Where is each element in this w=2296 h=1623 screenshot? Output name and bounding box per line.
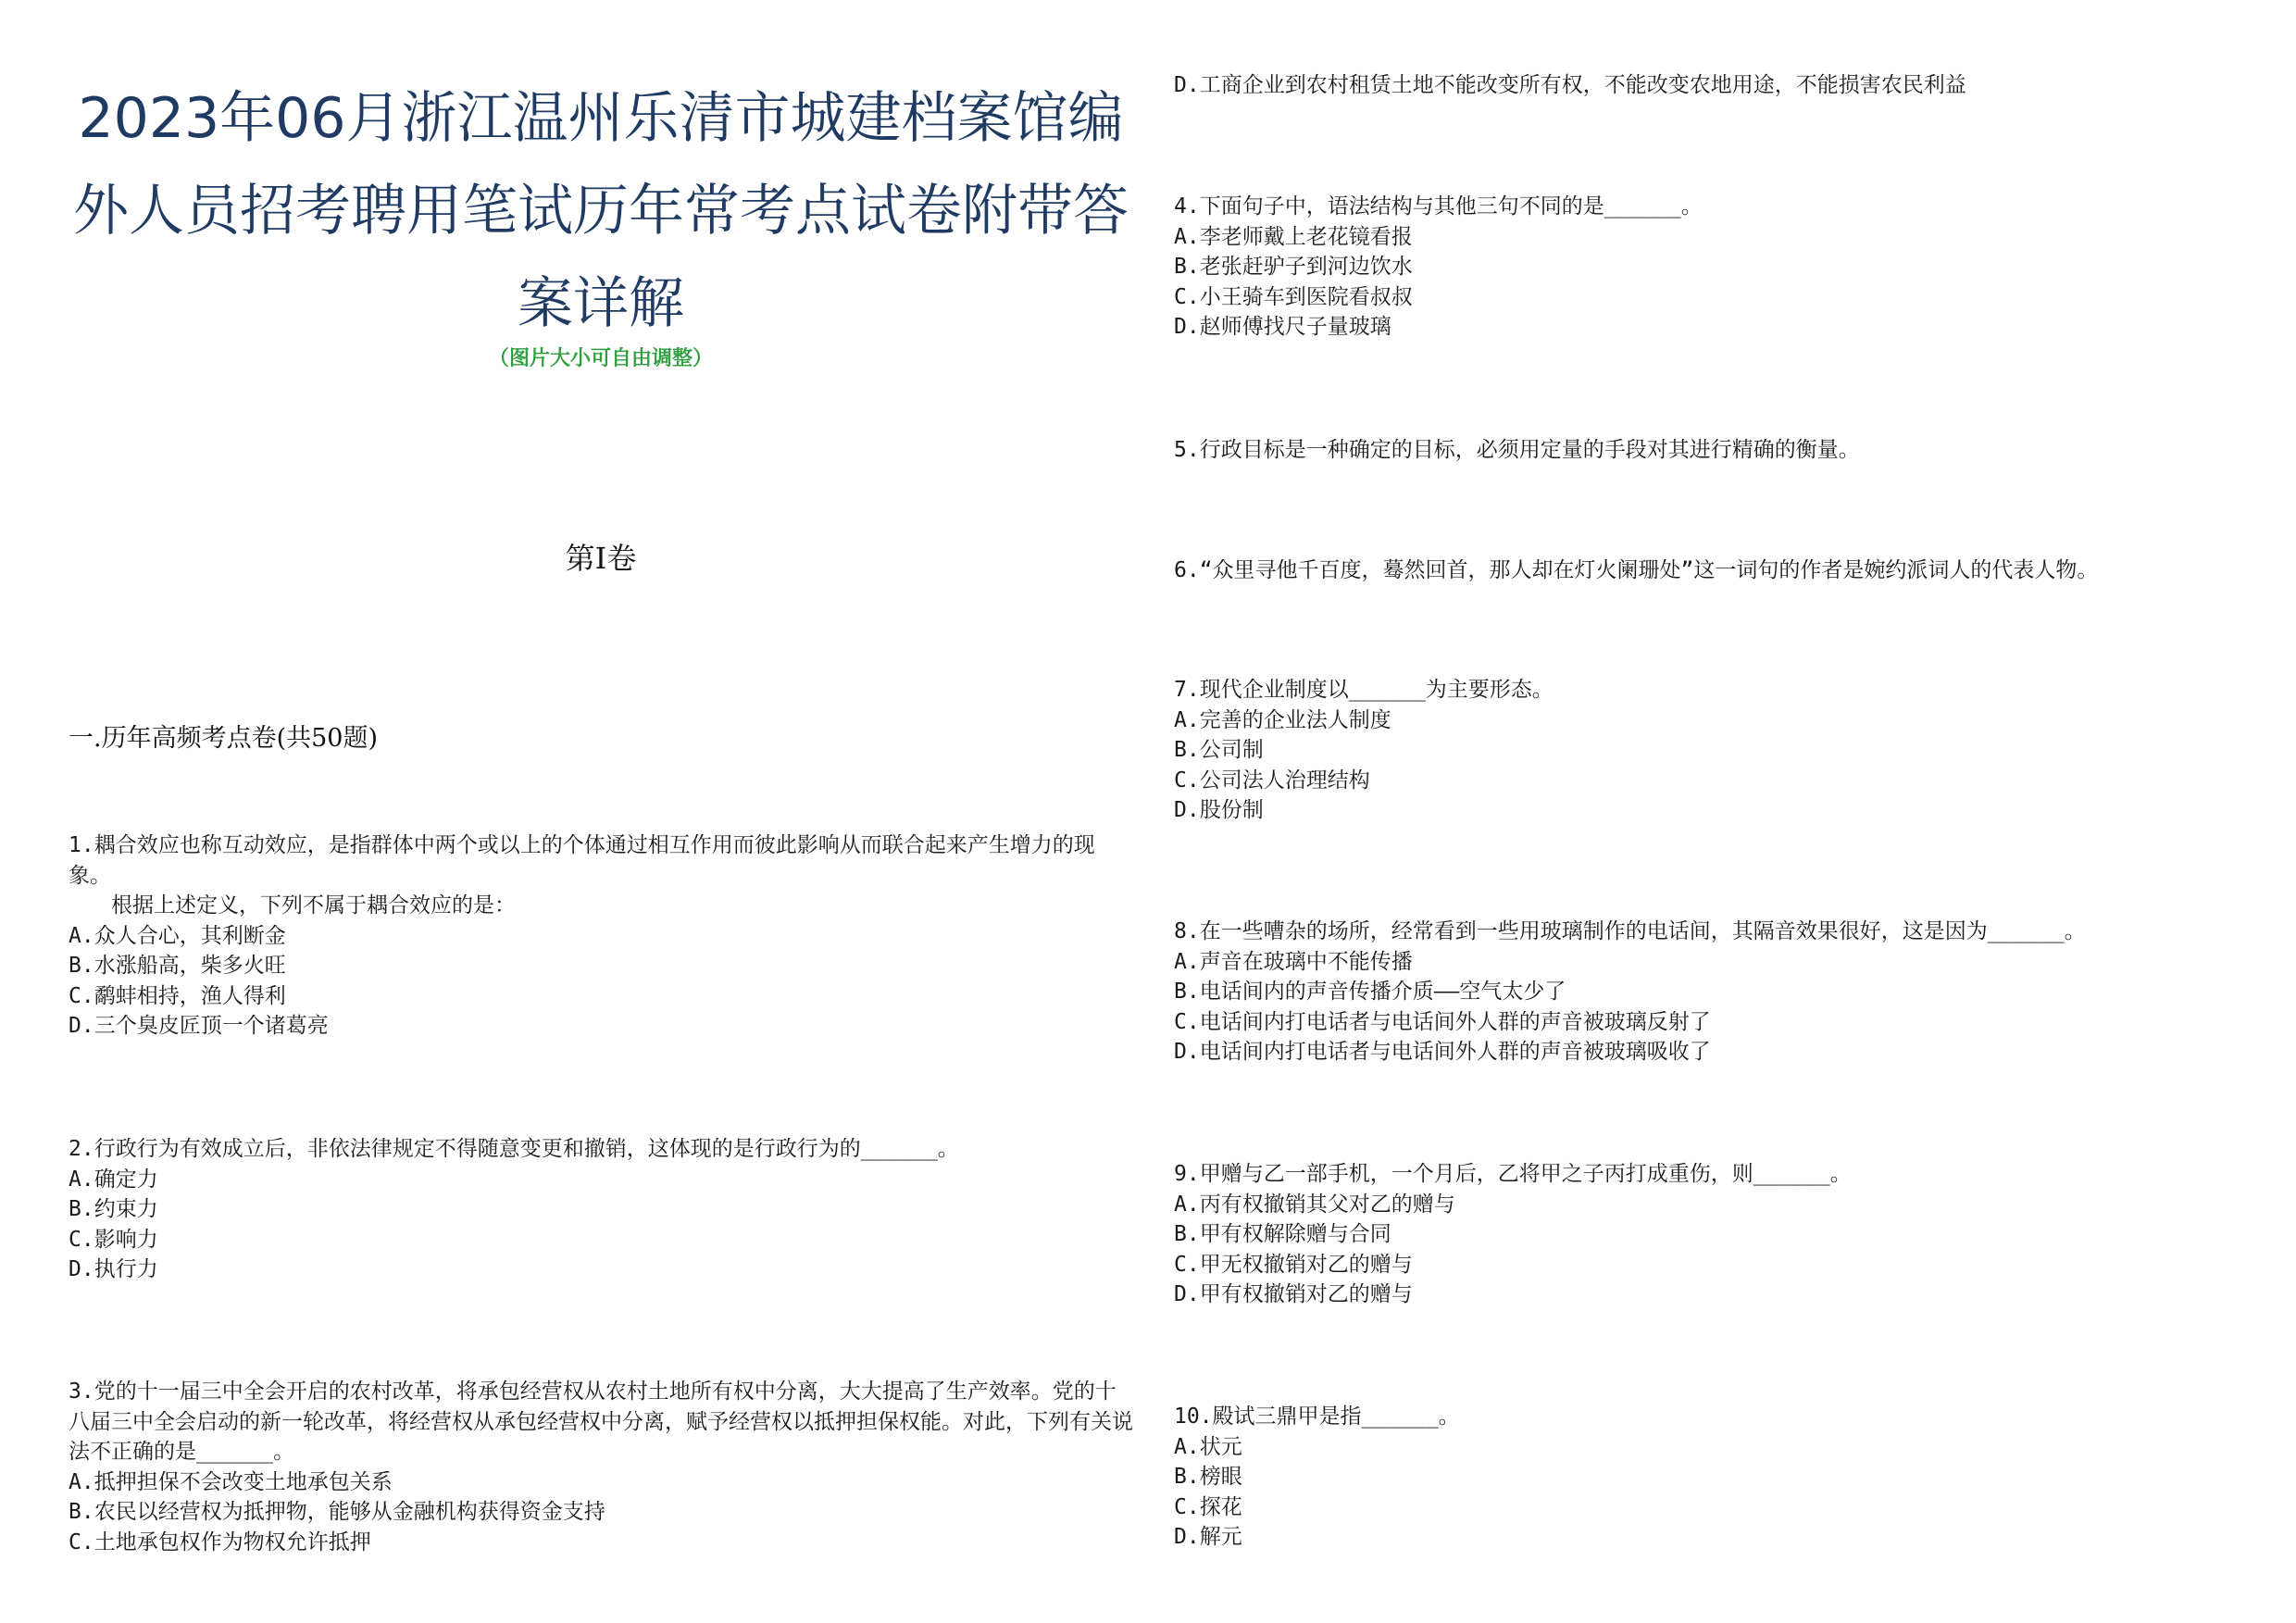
option-a: A.完善的企业法人制度 <box>1174 707 1391 732</box>
option-a: A.丙有权撤销其父对乙的赠与 <box>1174 1192 1455 1217</box>
document-subtitle: （图片大小可自由调整） <box>488 347 713 370</box>
option-b: B.约束力 <box>69 1197 158 1221</box>
option-c: C.电话间内打电话者与电话间外人群的声音被玻璃反射了 <box>1174 1009 1711 1034</box>
question-3-continued <box>1174 70 2266 101</box>
option-d: D.赵师傅找尺子量玻璃 <box>1174 315 1391 339</box>
option-a: A.抵押担保不会改变土地承包关系 <box>69 1469 393 1494</box>
question-substem: 根据上述定义，下列不属于耦合效应的是： <box>111 893 516 918</box>
option-d: D.三个臭皮匠顶一个诸葛亮 <box>69 1014 329 1038</box>
section-heading: 一.历年高频考点卷(共50题) <box>69 724 379 753</box>
question-stem: 4.下面句子中，语法结构与其他三句不同的是______。 <box>1174 194 1703 218</box>
option-b: B.水涨船高，柴多火旺 <box>69 954 286 978</box>
question-stem: 10.殿试三鼎甲是指______。 <box>1174 1405 1460 1429</box>
question-10 <box>1174 1402 2266 1553</box>
option-a: A.声音在玻璃中不能传播 <box>1174 949 1413 974</box>
question-stem: 8.在一些嘈杂的场所，经常看到一些用玻璃制作的电话间，其隔音效果很好，这是因为______。 <box>1174 919 2086 943</box>
option-d: D.甲有权撤销对乙的赠与 <box>1174 1282 1413 1306</box>
option-c: C.甲无权撤销对乙的赠与 <box>1174 1252 1413 1277</box>
question-stem: 1.耦合效应也称互动效应，是指群体中两个或以上的个体通过相互作用而彼此影响从而联合起来产生增力的现象。 <box>69 833 1095 888</box>
option-a: A.众人合心，其利断金 <box>69 923 286 948</box>
option-b: B.农民以经营权为抵押物，能够从金融机构获得资金支持 <box>69 1500 605 1524</box>
question-stem: 2.行政行为有效成立后，非依法律规定不得随意变更和撤销，这体现的是行政行为的______。 <box>69 1137 959 1161</box>
question-4 <box>1174 192 2266 343</box>
question-7 <box>1174 675 2266 826</box>
option-b: B.公司制 <box>1174 738 1264 762</box>
option-c: C.探花 <box>1174 1494 1242 1519</box>
question-9 <box>1174 1159 2266 1310</box>
option-d: D.工商企业到农村租赁土地不能改变所有权，不能改变农地用途，不能损害农民利益 <box>1174 73 1966 97</box>
question-stem: 7.现代企业制度以______为主要形态。 <box>1174 678 1554 702</box>
option-b: B.电话间内的声音传播介质——空气太少了 <box>1174 980 1566 1004</box>
question-6 <box>1174 556 2266 586</box>
option-d: D.解元 <box>1174 1525 1242 1549</box>
option-a: A.状元 <box>1174 1434 1242 1459</box>
option-b: B.榜眼 <box>1174 1465 1242 1489</box>
option-d: D.电话间内打电话者与电话间外人群的声音被玻璃吸收了 <box>1174 1040 1711 1064</box>
volume-title: 第Ⅰ卷 <box>565 541 637 576</box>
option-c: C.小王骑车到医院看叔叔 <box>1174 284 1413 309</box>
question-stem: 3.党的十一届三中全会开启的农村改革，将承包经营权从农村土地所有权中分离，大大提高了生产效率。党的十八届三中全会启动的新一轮改革，将经营权从承包经营权中分离，赋予经营权以抵押担保权能。对此，下列有关说法不正确的是______。 <box>69 1380 1133 1464</box>
option-a: A.确定力 <box>69 1167 158 1192</box>
question-3 <box>69 1377 1133 1557</box>
option-c: C.鹬蚌相持，渔人得利 <box>69 983 286 1008</box>
option-a: A.李老师戴上老花镜看报 <box>1174 224 1413 249</box>
option-c: C.公司法人治理结构 <box>1174 768 1370 793</box>
option-c: C.影响力 <box>69 1227 158 1252</box>
question-stem: 6.“众里寻他千百度，蓦然回首，那人却在灯火阑珊处”这一词句的作者是婉约派词人的代表人物。 <box>1174 558 2099 582</box>
question-2 <box>69 1134 1133 1285</box>
option-d: D.股份制 <box>1174 798 1264 822</box>
document-title: 2023年06月浙江温州乐清市城建档案馆编外人员招考聘用笔试历年常考点试卷附带答案详解 <box>73 86 1129 336</box>
question-stem: 9.甲赠与乙一部手机，一个月后，乙将甲之子丙打成重伤，则______。 <box>1174 1162 1852 1186</box>
question-1 <box>69 830 1133 1042</box>
option-d: D.执行力 <box>69 1257 158 1281</box>
option-c: C.土地承包权作为物权允许抵押 <box>69 1529 371 1554</box>
option-b: B.甲有权解除赠与合同 <box>1174 1222 1391 1246</box>
question-8 <box>1174 917 2266 1067</box>
question-stem: 5.行政目标是一种确定的目标，必须用定量的手段对其进行精确的衡量。 <box>1174 438 1860 462</box>
question-5 <box>1174 435 2266 466</box>
option-b: B.老张赶驴子到河边饮水 <box>1174 255 1413 279</box>
